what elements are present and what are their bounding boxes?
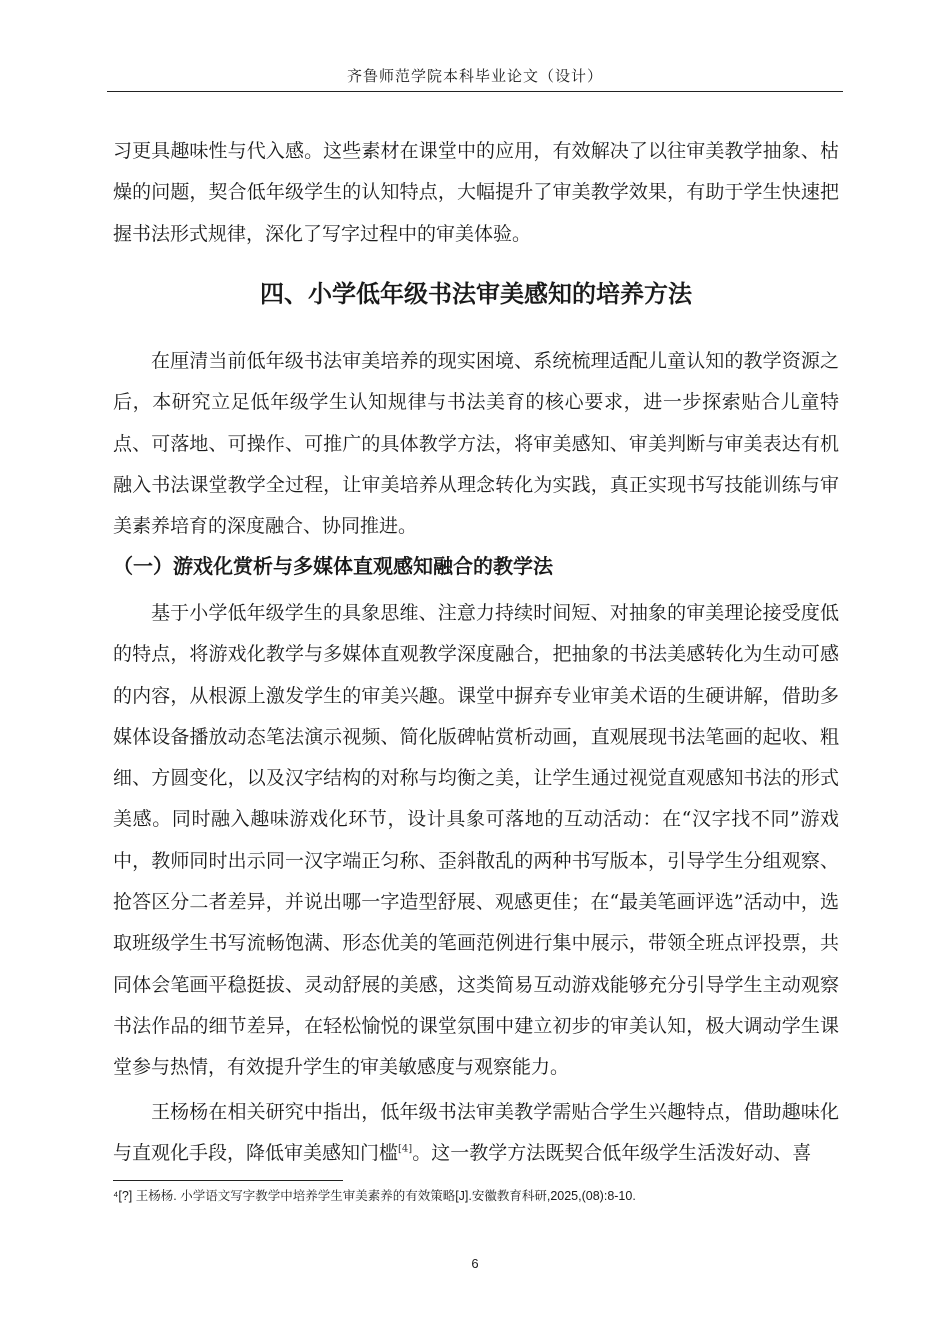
section-heading: 四、小学低年级书法审美感知的培养方法 <box>260 280 692 308</box>
footnote-divider <box>113 1180 343 1181</box>
paragraph-method: 基于小学低年级学生的具象思维、注意力持续时间短、对抽象的审美理论接受度低的特点，将游戏化教学与多媒体直观教学深度融合，把抽象的书法美感转化为生动可感的内容，从根源上激发学生的审美兴趣。课堂中摒弃专业审美术语的生硬讲解，借助多媒体设备播放动态笔法演示视频、简化版碑帖赏析动画，直观展现书法笔画的起收、粗细、方圆变化，以及汉字结构的对称与均衡之美，让学生通过视觉直观感知书法的形式美感。同时融入趣味游戏化环节，设计具象可落地的互动活动：在“汉字找不同”游戏中，教师同时出示同一汉字端正匀称、歪斜散乱的两种书写版本，引导学生分组观察、抢答区分二者差异，并说出哪一字造型舒展、观感更佳；在“最美笔画评选”活动中，选取班级学生书写流畅饱满、形态优美的笔画范例进行集中展示，带领全班点评投票，共同体会笔画平稳挺拔、灵动舒展的美感，这类简易互动游戏能够充分引导学生主动观察书法作品的细节差异，在轻松愉悦的课堂氛围中建立初步的审美认知，极大调动学生课堂参与热情，有效提升学生的审美敏感度与观察能力。 <box>113 602 839 1079</box>
footnote: ⁴[?] 王杨杨. 小学语文写字教学中培养学生审美素养的有效策略[J].安徽教育科研,2025,(08):8-10. <box>113 1189 636 1203</box>
paragraph-intro: 在厘清当前低年级书法审美培养的现实困境、系统梳理适配儿童认知的教学资源之后，本研究立足低年级学生认知规律与书法美育的核心要求，进一步探索贴合儿童特点、可落地、可操作、可推广的具体教学方法，将审美感知、审美判断与审美表达有机融入书法课堂教学全过程，让审美培养从理念转化为实践，真正实现书写技能训练与审美素养培育的深度融合、协同推进。 <box>113 350 839 538</box>
page-number: 6 <box>471 1256 479 1271</box>
header-divider <box>107 91 843 92</box>
paragraph-citation-tail: 。这一教学方法既契合低年级学生活泼好动、喜 <box>412 1142 812 1165</box>
paragraph-continuation: 习更具趣味性与代入感。这些素材在课堂中的应用，有效解决了以往审美教学抽象、枯燥的问题，契合低年级学生的认知特点，大幅提升了审美教学效果，有助于学生快速把握书法形式规律，深化了写字过程中的审美体验。 <box>113 140 839 245</box>
citation-marker[interactable]: [4] <box>398 1143 413 1155</box>
paragraph-citation <box>113 1092 839 1175</box>
paragraph-citation-text: 王杨杨在相关研究中指出，低年级书法审美教学需贴合学生兴趣特点，借助趣味化与直观化手段，降低审美感知门槛 <box>113 1101 839 1165</box>
running-header: 齐鲁师范学院本科毕业论文（设计） <box>346 67 603 85</box>
subsection-heading: （一）游戏化赏析与多媒体直观感知融合的教学法 <box>113 554 553 578</box>
